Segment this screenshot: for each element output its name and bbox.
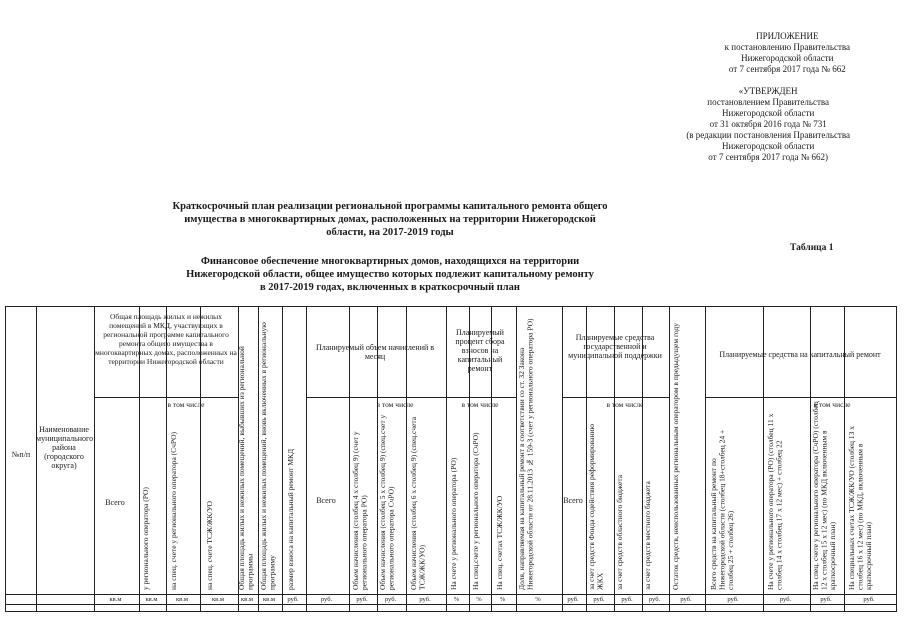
state-support-group: Планируемые средства государственной и муниципальной поддержки [568,333,662,360]
unit-cell: руб. [680,596,692,603]
capital-repair-group: Планируемые средства на капитальный ремонт [719,350,881,359]
capital-incl: в том числе [813,400,851,409]
title-line: Нижегородской области, общее имущество которых подлежит капитальному ремонту [186,269,594,280]
area-total: Всего [105,498,125,507]
approval-line: Нижегородской области [722,108,815,118]
area-ro: у регионального оператора (РО) [141,487,150,590]
collection-ro: На счете у регионального оператора (РО) [449,457,458,590]
title-line: области, на 2017-2019 годы [326,227,454,238]
unit-cell: % [535,596,541,603]
header-line: Нижегородской области [741,53,834,63]
unit-cell: руб. [621,596,633,603]
area-spec-ro: на спец. счете у регионального оператора (СчРО) [169,431,178,590]
contribution-size: размер взноса на капитальный ремонт МКД [286,448,295,590]
state-local: за счет средств местного бюджета [643,481,652,590]
unit-cell: кв.м [241,596,253,603]
approval-block [686,86,850,163]
title-line: имущества в многоквартирных домах, расположенных на территории Нижегородской [184,214,596,225]
unit-cell: руб. [320,596,333,603]
capital-total: Всего средств на капитальный ремонт по Нижегородской области (столбец 18+столбец 24 + столбец 25 + столбец 26) [709,429,735,590]
unit-cell: руб. [727,596,739,603]
area-tszh: на спец. счете ТСЖ/ЖК/УО [205,501,214,590]
area-short: Общая площадь жилых и нежилых помещений, вновь включенных в региональную программу [259,322,277,590]
area-excluded: Общая площадь жилых и нежилых помещений, выбывших из региональной программы [237,346,255,590]
approval-line: «УТВЕРЖДЕН [738,86,798,96]
unit-cell: % [453,596,460,603]
unit-cell: кв.м [145,596,158,603]
unit-cell: % [499,596,506,603]
collection-spec: На спец.счете у регионального оператора (СчРО) [471,432,480,590]
unit-cell: руб. [779,596,792,603]
planned-tszh: Объем начисления (столбец 6 х столбец 9) (спец.счета ТСЖ/ЖК/УО) [409,416,427,590]
state-regional: за счет средств областного бюджета [615,474,624,590]
remaining-funds: Остаток средств, неиспользованных региональным оператором в предыдущем году [671,323,680,590]
unit-cell: кв.м [176,596,188,603]
title-line: Финансовое обеспечение многоквартирных домов, находящихся на территории [200,256,580,267]
title-line: в 2017-2019 годах, включенных в краткосрочный план [260,282,520,293]
planned-total: Всего [316,496,336,505]
capital-ro: На счете у регионального оператора (РО) (столбец 11 х столбец 14 х столбец 17 х 12 мес) + столбец 22 [766,413,784,590]
unit-cell: руб. [648,596,661,603]
unit-cell: кв.м [109,596,122,603]
share-law: Доля, направляемая на капитальный ремонт в соответствии со ст. 32 Закона Нижегородской области от 28.11.2013 № 159-З (счет у регионального оператора РО) [517,318,535,590]
finance-title [110,255,670,294]
header-line: к постановлению Правительства [724,42,850,52]
col-number: №п/п [11,450,31,459]
unit-cell: руб. [567,596,579,603]
title-line: Краткосрочный план реализации региональной программы капитального ремонта общего [172,201,608,212]
state-fund: за счет средств Фонда содействия реформированию ЖКХ [587,423,605,590]
planned-spec: Объем начисления (столбец 5 х столбец 9) (спец.счет у регионального оператора СчРО) [378,414,396,590]
unit-cell: руб. [287,596,299,603]
collection-group: Планируемый процент сбора взносов на капитальный ремонт [455,328,505,373]
header-line: от 7 сентября 2017 года № 662 [728,64,846,74]
unit-cell: руб. [384,596,397,603]
unit-cell: руб. [820,596,832,603]
unit-cell: руб. [593,596,605,603]
planned-ro: Объем начисления (столбец 4 х столбец 9) (счет у регионального оператора РО) [351,431,369,590]
table-label: Таблица 1 [790,243,834,253]
header-line: ПРИЛОЖЕНИЕ [756,31,819,41]
planned-group: Планируемый объем начислений в месяц [315,343,435,361]
approval-line: (в редакции постановления Правительства [686,130,850,140]
collection-tszh: На спец. счетах ТСЖ/ЖК/УО [495,495,504,590]
unit-cell: % [476,596,482,603]
col-municipality: Наименование муниципального района (городского округа) [36,425,94,470]
collection-incl: в том числе [461,400,499,409]
approval-line: от 7 сентября 2017 года № 662) [708,152,829,162]
header-block [725,31,850,75]
state-incl: в том числе [606,400,644,409]
capital-spec: На спец. счете у регионального оператора (СчРО) (столбец 12 х столбец 15 х 12 мес) (по МКД включенным в краткосрочный план) [811,401,837,590]
col-area-group: Общая площадь жилых и нежилых помещений в МКД, участвующих в региональной программе капитального ремонта общего имущества в многоквартирных домах, расположенных на территории Нижегородской области [95,312,237,366]
unit-cell: кв.м [263,596,275,603]
capital-tszh: На специальных счетах ТСЖ/ЖК/УО (столбец 13 х столбец 16 х 12 мес) (по МКД, включенным в краткосрочный план) [847,425,873,590]
state-total: Всего [563,496,583,505]
approval-line: постановлением Правительства [707,97,830,107]
unit-cell: руб. [863,596,875,603]
unit-cell: руб. [356,596,368,603]
plan-title [110,200,670,239]
unit-cell: кв.м [212,596,224,603]
unit-cell: руб. [419,596,431,603]
approval-line: Нижегородской области [722,141,815,151]
area-incl-header: в том числе [167,400,205,409]
planned-incl: в том числе [376,400,414,409]
approval-line: от 31 октября 2016 года № 731 [709,119,827,129]
